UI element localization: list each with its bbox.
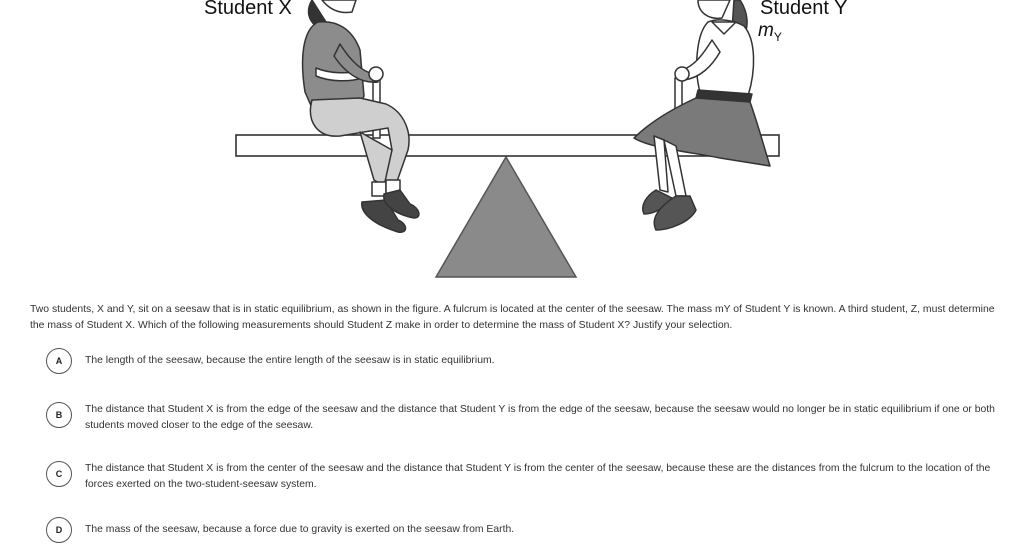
answer-choice-d[interactable] (46, 517, 1006, 543)
answer-choice-a[interactable] (46, 348, 1006, 374)
student-y-figure (634, 0, 770, 230)
fulcrum (436, 157, 576, 277)
student-y-label: Student Y (760, 0, 848, 19)
mass-y-label (758, 20, 782, 44)
student-x-figure (303, 0, 419, 232)
choice-b-text[interactable]: The distance that Student X is from the edge of the seesaw and the distance that Student Y is from the edge of the seesaw, because the seesaw would no longer be in static equilibrium if one or both students moved closer to the edge of the seesaw. (85, 404, 995, 431)
choice-c-radio[interactable]: C (46, 461, 72, 487)
mass-y-subscript: Y (773, 29, 782, 44)
question-stem: Two students, X and Y, sit on a seesaw that is in static equilibrium, as shown in the figure. A fulcrum is located at the center of the seesaw. The mass mY of Student Y is known. A third student, Z, must determine the mass of Student X. Which of the following measurements should Student Z make in order to determine the mass of Student X? Justify your selection. (30, 304, 995, 331)
answer-choice-b[interactable] (46, 402, 1006, 434)
student-x-label: Student X (204, 0, 292, 19)
choice-a-radio[interactable]: A (46, 348, 72, 374)
choice-b-radio[interactable]: B (46, 402, 72, 428)
choice-d-radio[interactable]: D (46, 517, 72, 543)
answer-choice-c[interactable] (46, 461, 1006, 493)
mass-y-symbol: m (758, 20, 774, 41)
choice-c-text[interactable]: The distance that Student X is from the center of the seesaw and the distance that Student Y is from the center of the seesaw, because these are the distances from the fulcrum to the location of the forces exerted on the two-student-seesaw system. (85, 463, 991, 490)
choice-d-text[interactable]: The mass of the seesaw, because a force due to gravity is exerted on the seesaw from Earth. (85, 524, 515, 535)
choice-a-text[interactable]: The length of the seesaw, because the entire length of the seesaw is in static equilibrium. (85, 355, 495, 366)
